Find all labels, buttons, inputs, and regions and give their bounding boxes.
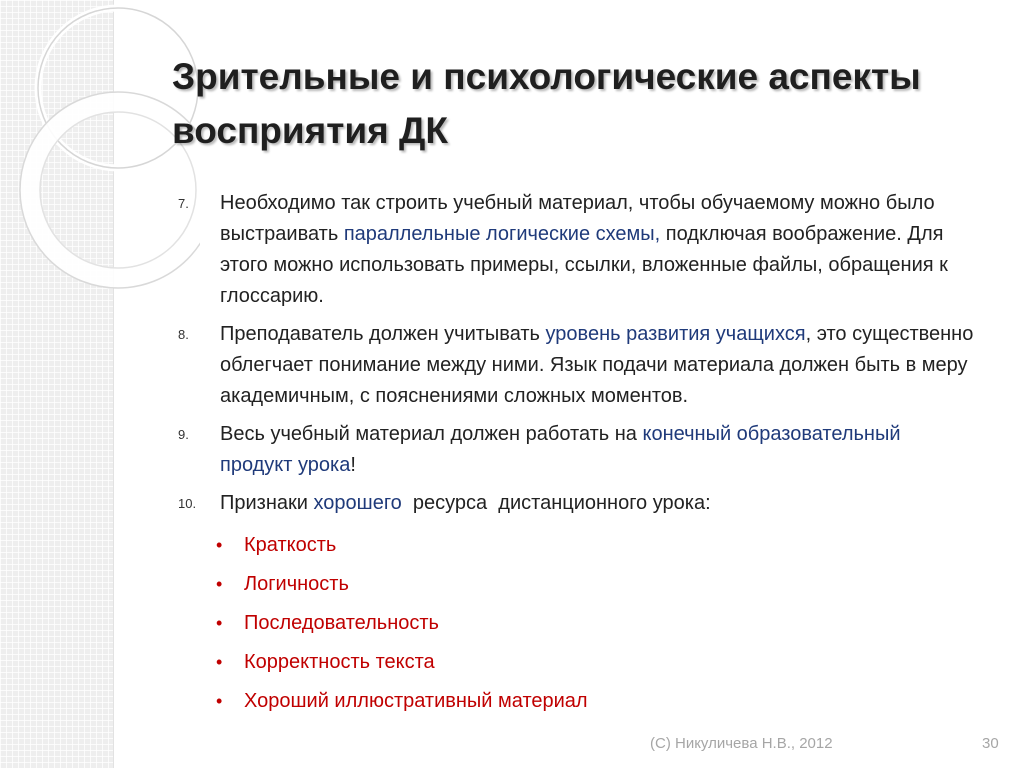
bullet-text: Краткость (244, 534, 337, 556)
item-text: ! (350, 454, 356, 476)
bullet-dot-icon: • (216, 613, 223, 633)
item-number: 10. (178, 496, 197, 511)
list-item (178, 682, 978, 721)
numbered-item-9 (178, 419, 978, 481)
bullet-dot-icon: • (216, 574, 223, 594)
item-number: 7. (178, 196, 189, 211)
item-highlight: уровень развития учащихся (545, 323, 806, 345)
item-text: ресурса дистанционного урока: (401, 492, 711, 514)
list-item (178, 565, 978, 604)
bullet-text: Последовательность (244, 612, 439, 634)
slide-content (178, 188, 978, 721)
bullet-dot-icon: • (216, 691, 223, 711)
item-highlight: параллельные логические схемы, (343, 223, 661, 245)
decorative-circles (0, 0, 200, 320)
page-number: 30 (982, 735, 999, 752)
item-number: 9. (178, 427, 189, 442)
item-number: 8. (178, 327, 189, 342)
item-highlight: хорошего (313, 492, 402, 514)
item-text: Признаки (220, 492, 314, 514)
bullet-text: Хороший иллюстративный материал (244, 690, 588, 712)
bullet-list (178, 526, 978, 721)
bullet-dot-icon: • (216, 535, 223, 555)
list-item (178, 604, 978, 643)
item-text: подключая воображение. Для этого можно использовать примеры, ссылки, вложенные файлы, обращения к глоссарию. (220, 223, 948, 307)
numbered-item-10 (178, 488, 978, 519)
slide-title: Зрительные и психологические аспекты восприятия ДК (172, 56, 921, 151)
list-item (178, 643, 978, 682)
footer-copyright: (C) Никуличева Н.В., 2012 (650, 735, 833, 752)
bullet-dot-icon: • (216, 652, 223, 672)
bullet-text: Корректность текста (244, 651, 435, 673)
item-highlight: конечный образовательный продукт урока (220, 423, 901, 476)
item-text: Необходимо так строить учебный материал, чтобы обучаемому можно было выстраивать (220, 192, 935, 245)
bullet-text: Логичность (244, 573, 349, 595)
item-text: , это существенно облегчает понимание между ними. Язык подачи материала должен быть в меру академичным, с пояснениями сложных моментов. (220, 323, 974, 407)
list-item (178, 526, 978, 565)
numbered-item-7 (178, 188, 978, 312)
item-text: Преподаватель должен учитывать (220, 323, 546, 345)
item-text: Весь учебный материал должен работать на (220, 423, 643, 445)
numbered-item-8 (178, 319, 978, 412)
